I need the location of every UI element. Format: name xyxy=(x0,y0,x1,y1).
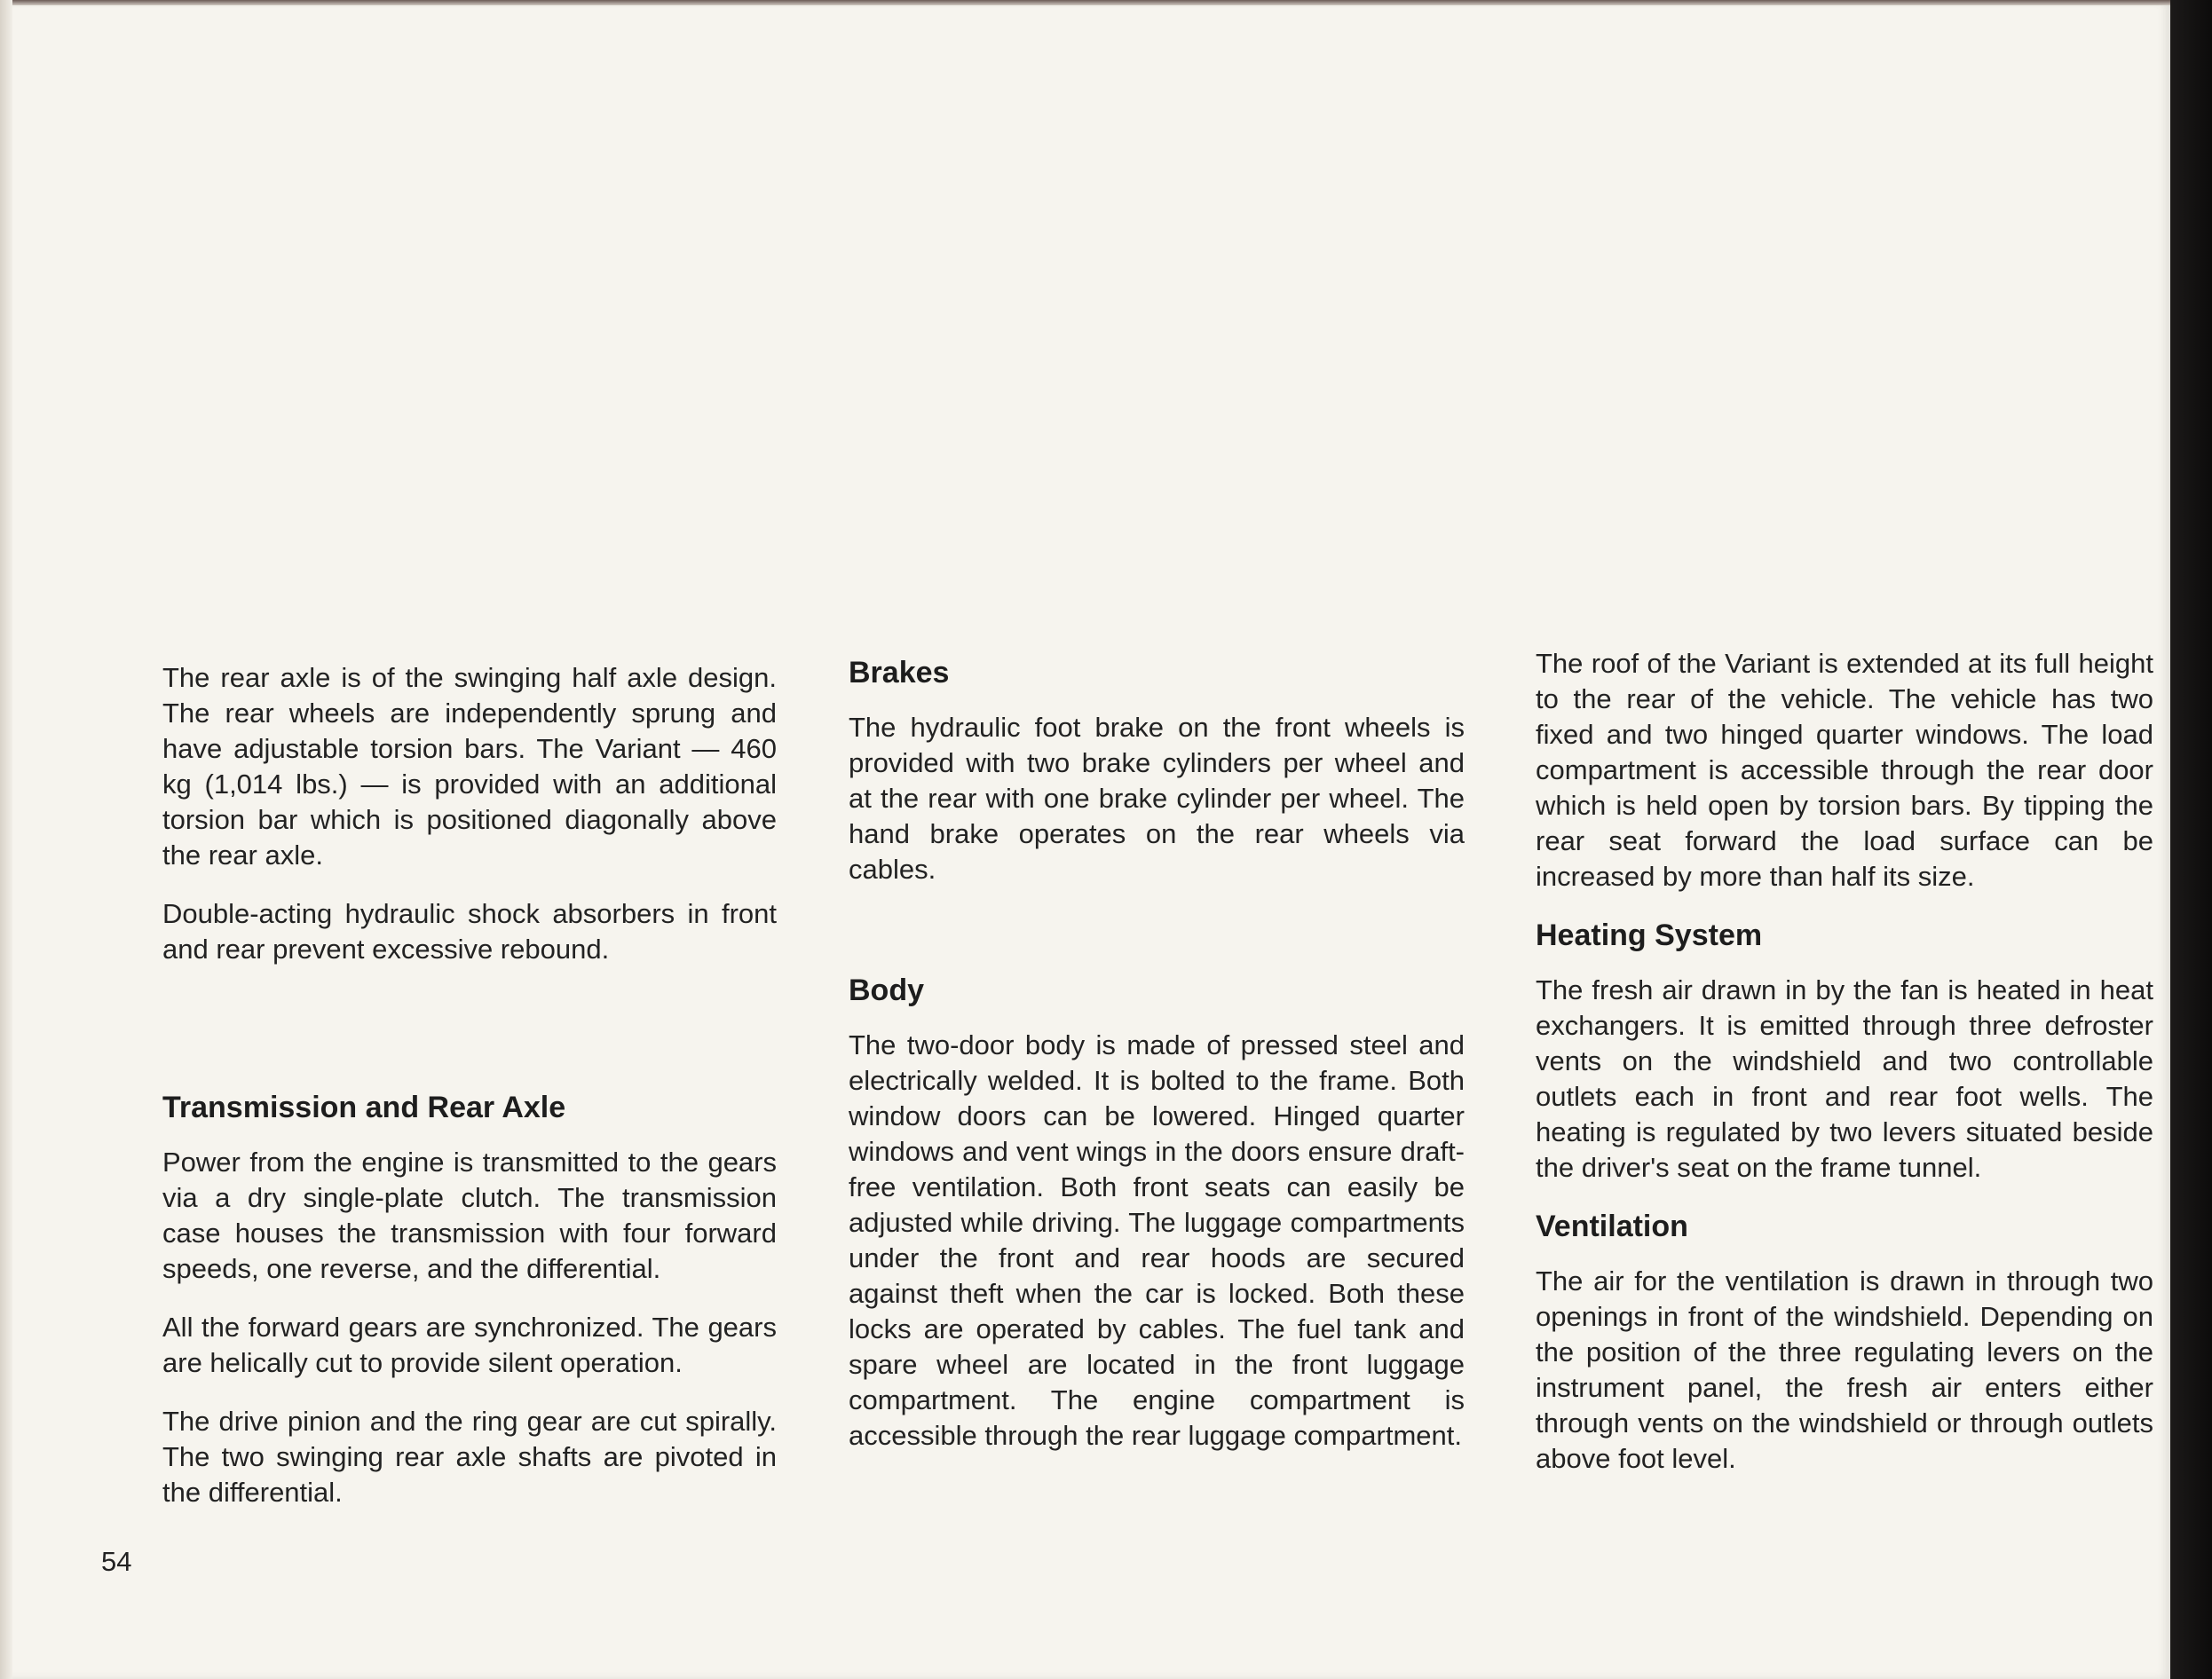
transmission-paragraph-1: Power from the engine is transmitted to the gears via a dry single-plate clutch. The transmission case houses the transmission with four forward speeds, one reverse, and the differential. xyxy=(162,1147,777,1284)
shock-absorbers-paragraph: Double-acting hydraulic shock absorbers in front and rear prevent excessive rebound. xyxy=(162,898,777,965)
rear-axle-paragraph: The rear axle is of the swinging half axle design. The rear wheels are independently sprung and have adjustable torsion bars. The Variant — 460 kg (1,014 lbs.) — is provided with an additional torsion bar which is positioned diagonally above the rear axle. xyxy=(162,662,777,871)
page-top-edge xyxy=(0,0,2170,5)
column-right xyxy=(1536,646,2153,1500)
transmission-heading: Transmission and Rear Axle xyxy=(162,1091,566,1124)
body-heading: Body xyxy=(849,974,924,1007)
column-middle xyxy=(849,655,1465,1477)
variant-roof-paragraph: The roof of the Variant is extended at its full height to the rear of the vehicle. The vehicle has two fixed and two hinged quarter windows. The load compartment is accessible through the rear door which is held open by torsion bars. By tipping the rear seat forward the load surface can be increased by more than half its size. xyxy=(1536,648,2153,892)
transmission-paragraph-2: All the forward gears are synchronized. The gears are helically cut to provide silent operation. xyxy=(162,1312,777,1378)
column-left xyxy=(162,660,777,1533)
heating-heading: Heating System xyxy=(1536,918,1763,952)
brakes-paragraph: The hydraulic foot brake on the front wheels is provided with two brake cylinders per wheel and at the rear with one brake cylinder per wheel. The hand brake operates on the rear wheels via cables. xyxy=(849,712,1465,885)
dark-background-edge xyxy=(2170,0,2212,1679)
brakes-heading: Brakes xyxy=(849,656,950,690)
body-paragraph: The two-door body is made of pressed steel and electrically welded. It is bolted to the frame. Both window doors can be lowered. Hinged quarter windows and vent wings in the doors ensure draft-free ventilation. Both front seats can easily be adjusted while driving. The luggage compartments under the front and rear hoods are secured against theft when the car is locked. Both these locks are operated by cables. The fuel tank and spare wheel are located in the front luggage compartment. The engine compartment is accessible through the rear luggage compartment. xyxy=(849,1029,1465,1451)
ventilation-heading: Ventilation xyxy=(1536,1210,1688,1243)
page-binding-edge xyxy=(0,0,12,1679)
ventilation-paragraph: The air for the ventilation is drawn in through two openings in front of the windshield. Depending on the position of the three regulating levers on the instrument panel, the fresh air enters either through vents on the windshield or through outlets above foot level. xyxy=(1536,1265,2153,1474)
page-number: 54 xyxy=(101,1546,132,1577)
transmission-paragraph-3: The drive pinion and the ring gear are cut spirally. The two swinging rear axle shafts are pivoted in the differential. xyxy=(162,1406,777,1508)
heating-paragraph: The fresh air drawn in by the fan is heated in heat exchangers. It is emitted through three defroster vents on the windshield and two controllable outlets each in front and rear foot wells. The heating is regulated by two levers situated beside the driver's seat on the frame tunnel. xyxy=(1536,974,2153,1183)
